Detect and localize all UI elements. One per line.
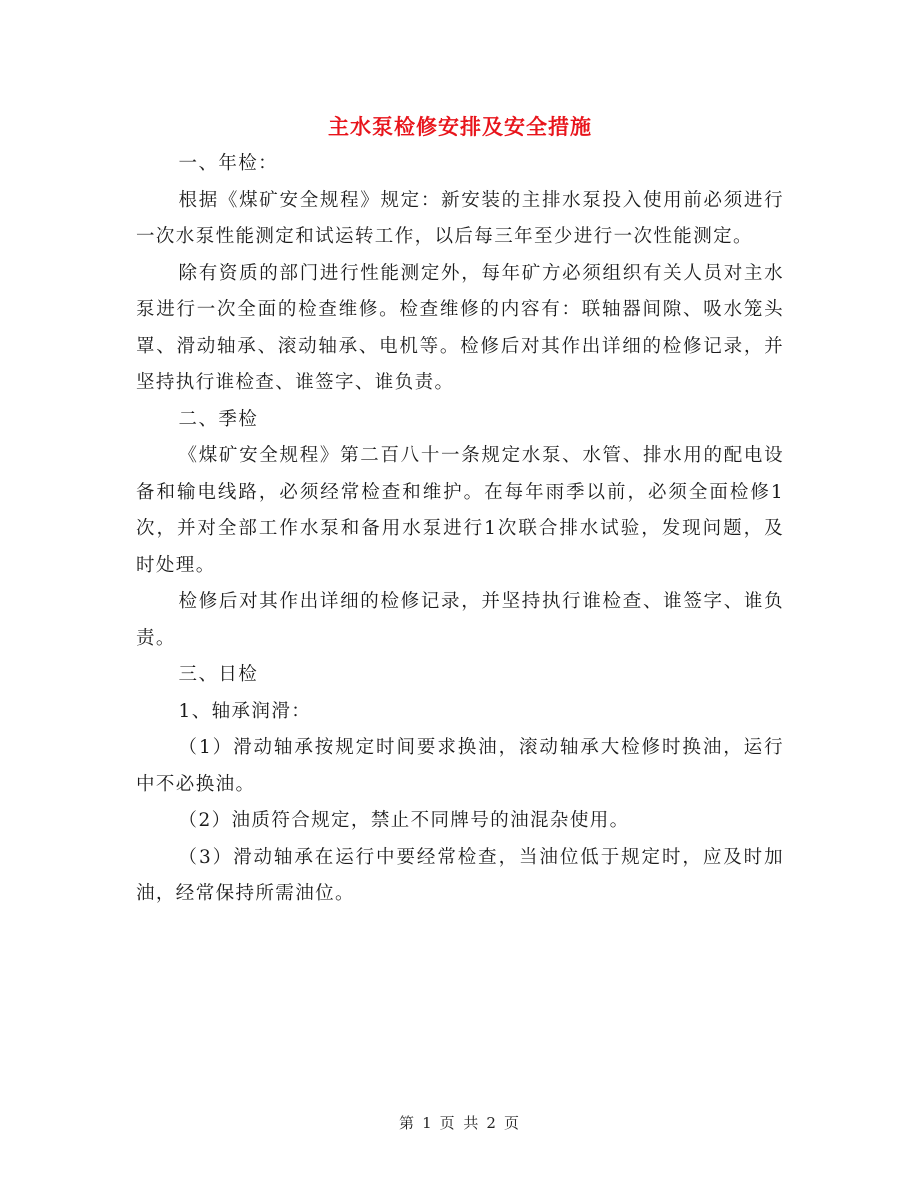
paragraph: 根据《煤矿安全规程》规定：新安装的主排水泵投入使用前必须进行一次水泵性能测定和试运转工作，以后每三年至少进行一次性能测定。 — [136, 189, 784, 247]
document-title: 主水泵检修安排及安全措施 — [328, 114, 592, 139]
document-body — [136, 146, 784, 913]
footer-suffix: 页 — [503, 1114, 521, 1132]
footer-prefix: 第 — [399, 1114, 417, 1132]
footer-total-pages: 2 — [486, 1114, 498, 1132]
footer-page-number: 1 — [422, 1114, 434, 1132]
paragraph: 除有资质的部门进行性能测定外，每年矿方必须组织有关人员对主水泵进行一次全面的检查维修。检查维修的内容有：联轴器间隙、吸水笼头罩、滑动轴承、滚动轴承、电机等。检修后对其作出详细的检修记录，并坚持执行谁检查、谁签字、谁负责。 — [136, 262, 784, 393]
paragraph: 《煤矿安全规程》第二百八十一条规定水泵、水管、排水用的配电设备和输电线路，必须经常检查和维护。在每年雨季以前，必须全面检修1次，并对全部工作水泵和备用水泵进行1次联合排水试验，发现问题，及时处理。 — [136, 445, 784, 576]
page-footer — [0, 1112, 920, 1133]
section-heading-annual: 一、年检： — [178, 153, 279, 174]
section-heading-daily: 三、日检 — [178, 664, 259, 685]
list-item: （1）滑动轴承按规定时间要求换油，滚动轴承大检修时换油，运行中不必换油。 — [136, 737, 784, 795]
paragraph: 检修后对其作出详细的检修记录，并坚持执行谁检查、谁签字、谁负责。 — [136, 591, 784, 649]
section-heading-quarterly: 二、季检 — [178, 408, 259, 430]
list-item: （2）油质符合规定，禁止不同牌号的油混杂使用。 — [178, 810, 630, 831]
footer-middle: 页 共 — [439, 1114, 481, 1132]
list-item: （3）滑动轴承在运行中要经常检查，当油位低于规定时，应及时加油，经常保持所需油位。 — [136, 846, 784, 904]
subsection-heading: 1、轴承润滑： — [178, 700, 312, 722]
